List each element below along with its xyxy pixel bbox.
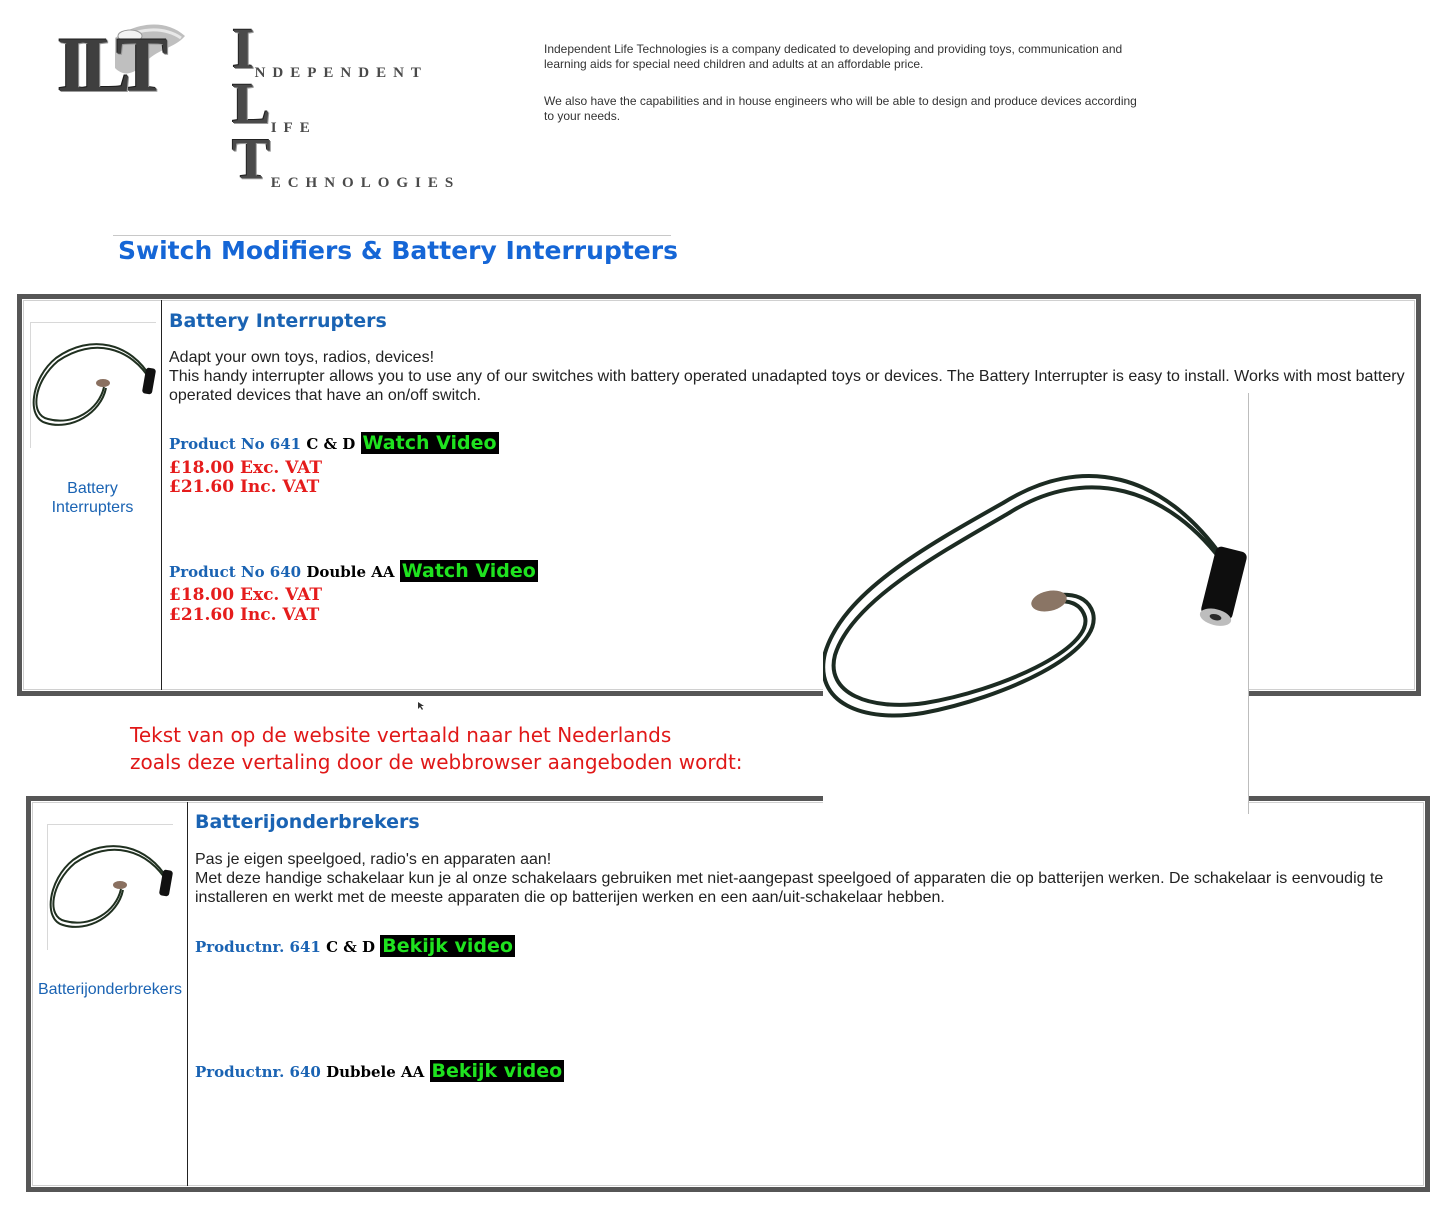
wordmark-initial: T <box>232 126 271 191</box>
page-title: Switch Modifiers & Battery Interrupters <box>118 236 678 265</box>
product-panel-dutch <box>26 796 1430 1192</box>
section-title: Battery Interrupters <box>169 310 387 332</box>
watch-video-link[interactable]: Bekijk video <box>382 935 513 957</box>
product-name: C & D <box>306 435 356 453</box>
note-line: Tekst van op de website vertaald naar het Nederlands <box>130 723 672 747</box>
product-name: C & D <box>326 938 376 956</box>
product-thumbnail[interactable] <box>47 824 173 950</box>
logo-letters: ILT <box>57 21 161 108</box>
thumbnail-label[interactable]: Battery Interrupters <box>51 480 134 516</box>
price-ex-vat: £18.00 Exc. VAT <box>169 458 323 478</box>
thumbnail-label[interactable]: Batterijonderbrekers <box>37 981 183 998</box>
product-number: Productnr. 641 <box>195 938 321 956</box>
wordmark-rest: NDEPENDENT <box>254 65 428 81</box>
wordmark-rest: IFE <box>270 120 317 136</box>
price-inc-vat: £21.60 Inc. VAT <box>169 477 320 497</box>
translation-note <box>130 722 743 776</box>
battery-interrupter-cable-image <box>48 825 173 950</box>
mouse-cursor-icon <box>418 702 424 710</box>
description-body: Met deze handige schakelaar kun je al onze schakelaars gebruiken met niet-aangepast speelgoed of apparaten die op batterijen werken. De schakelaar is eenvoudig te installeren en werkt met de meeste apparaten die op batterijen werken en een aan/uit-schakelaar hebben. <box>195 870 1384 906</box>
column-divider <box>187 802 188 1186</box>
watch-video-link[interactable]: Bekijk video <box>431 1060 563 1082</box>
company-wordmark <box>232 15 462 190</box>
company-intro <box>544 42 1144 146</box>
wordmark-initial: I <box>232 16 255 81</box>
intro-paragraph: Independent Life Technologies is a company dedicated to developing and providing toys, communication and learning aids for special need children and adults at an affordable price. <box>544 42 1123 71</box>
battery-interrupter-cable-image <box>823 393 1248 814</box>
description-lead: Pas je eigen speelgoed, radio's en apparaten aan! <box>195 851 552 868</box>
product-number: Productnr. 640 <box>195 1063 321 1081</box>
product-thumbnail[interactable] <box>30 322 156 448</box>
description-body: This handy interrupter allows you to use any of our switches with battery operated unadapted toys or devices. The Battery Interrupter is easy to install. Works with most battery operated devices that have an on/off switch. <box>169 368 1405 404</box>
note-line: zoals deze vertaling door de webbrowser aangeboden wordt: <box>130 750 743 774</box>
section-title: Batterijonderbrekers <box>195 811 420 833</box>
product-number: Product No 640 <box>169 563 302 581</box>
product-line-640 <box>169 560 538 582</box>
column-divider <box>161 300 162 690</box>
watch-video-link[interactable]: Watch Video <box>401 560 536 582</box>
product-line-640 <box>195 1060 564 1082</box>
wordmark-initial: L <box>232 71 271 136</box>
product-line-641 <box>195 935 515 957</box>
ilt-logo <box>55 18 195 143</box>
wordmark-rest: ECHNOLOGIES <box>270 175 461 191</box>
product-description <box>195 850 1415 907</box>
product-name: Double AA <box>306 563 395 581</box>
product-line-641 <box>169 432 499 454</box>
battery-interrupter-cable-image <box>31 323 156 448</box>
product-name: Dubbele AA <box>326 1063 425 1081</box>
product-number: Product No 641 <box>169 435 302 453</box>
intro-paragraph: We also have the capabilities and in house engineers who will be able to design and produce devices according to your needs. <box>544 94 1137 123</box>
wordmark-line-3 <box>232 125 460 192</box>
price-inc-vat: £21.60 Inc. VAT <box>169 605 320 625</box>
watch-video-link[interactable]: Watch Video <box>362 432 497 454</box>
description-lead: Adapt your own toys, radios, devices! <box>169 349 435 366</box>
price-ex-vat: £18.00 Exc. VAT <box>169 585 323 605</box>
enlarged-product-image-popup[interactable] <box>823 393 1249 814</box>
